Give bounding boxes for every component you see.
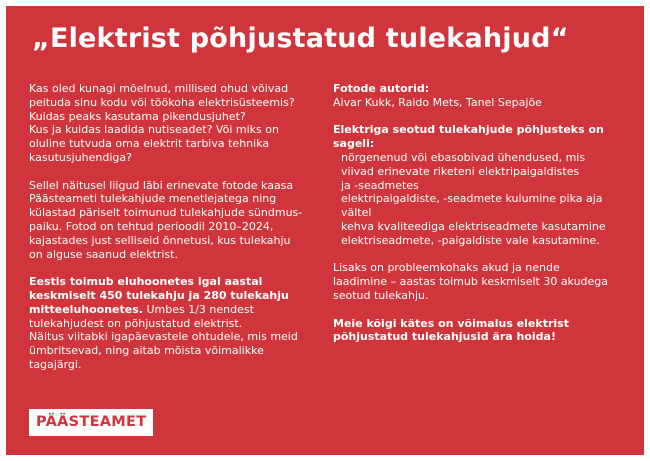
statistics-paragraph: Eestis toimub eluhoonetes igal aastal keskmiselt 450 tulekahju ja 280 tulekahju mitteeluhoonetes. Umbes 1/3 nendest tulekahjudest on põhjustatud elektrist. Näitus viitabki igapäevastele ohtudele, mis meid ümbritsevad, ning aitab mõista võimalikke tagajärgi. bbox=[29, 275, 298, 371]
exhibition-poster bbox=[6, 6, 644, 455]
causes-heading: Elektriga seotud tulekahjude põhjusteks on sageli: bbox=[333, 123, 604, 151]
battery-paragraph: Lisaks on probleemkohaks akud ja nende laadimine – aastas toimub keskmiselt 30 akudega seotud tulekahju. bbox=[333, 261, 609, 302]
photo-authors bbox=[333, 82, 629, 110]
exhibition-description: Sellel näitusel liigud läbi erinevate fotode kaasa Päästeameti tulekahjude menetlejatega ning külastad päriselt toimunud tulekahjude sündmus- paiku. Fotod on tehtud perioodil 2010–2024, kajastades just selliseid õnnetusi, kus tulekahju on alguse saanud elektrist. bbox=[29, 178, 303, 261]
poster-title: „Elektrist põhjustatud tulekahjud“ bbox=[32, 23, 569, 54]
authors-names: Aivar Kukk, Raido Mets, Tanel Sepajõe bbox=[333, 95, 542, 109]
authors-heading: Fotode autorid: bbox=[333, 82, 430, 95]
intro-paragraph: Kas oled kunagi mõelnud, millised ohud võivad peituda sinu kodu või töökoha elektrisüsteemis? Kuidas peaks kasutama pikendusjuhet? Kus ja kuidas laadida nutiseadet? Või miks on oluline tutvuda oma elektrit tarbiva tehnika kasutusjuhendiga? bbox=[29, 82, 295, 164]
left-column bbox=[29, 82, 319, 372]
closing-statement: Meie kõigi kätes on võimalus elektrist põhjustatud tulekahjusid ära hoida! bbox=[333, 316, 569, 344]
causes-list: nõrgenenud või ebasobivad ühendused, mis viivad erinevate riketeni elektripaigaldistes ja -seadmetes elektripaigaldiste, -seadmete kulumine pika aja vältel kehva kvaliteediga elektriseadmete kasutamine elektriseadmete, -paigaldiste vale kasutamine. bbox=[341, 150, 606, 247]
right-column bbox=[333, 82, 629, 344]
paasteamet-logo: PÄÄSTEAMET bbox=[29, 409, 153, 436]
